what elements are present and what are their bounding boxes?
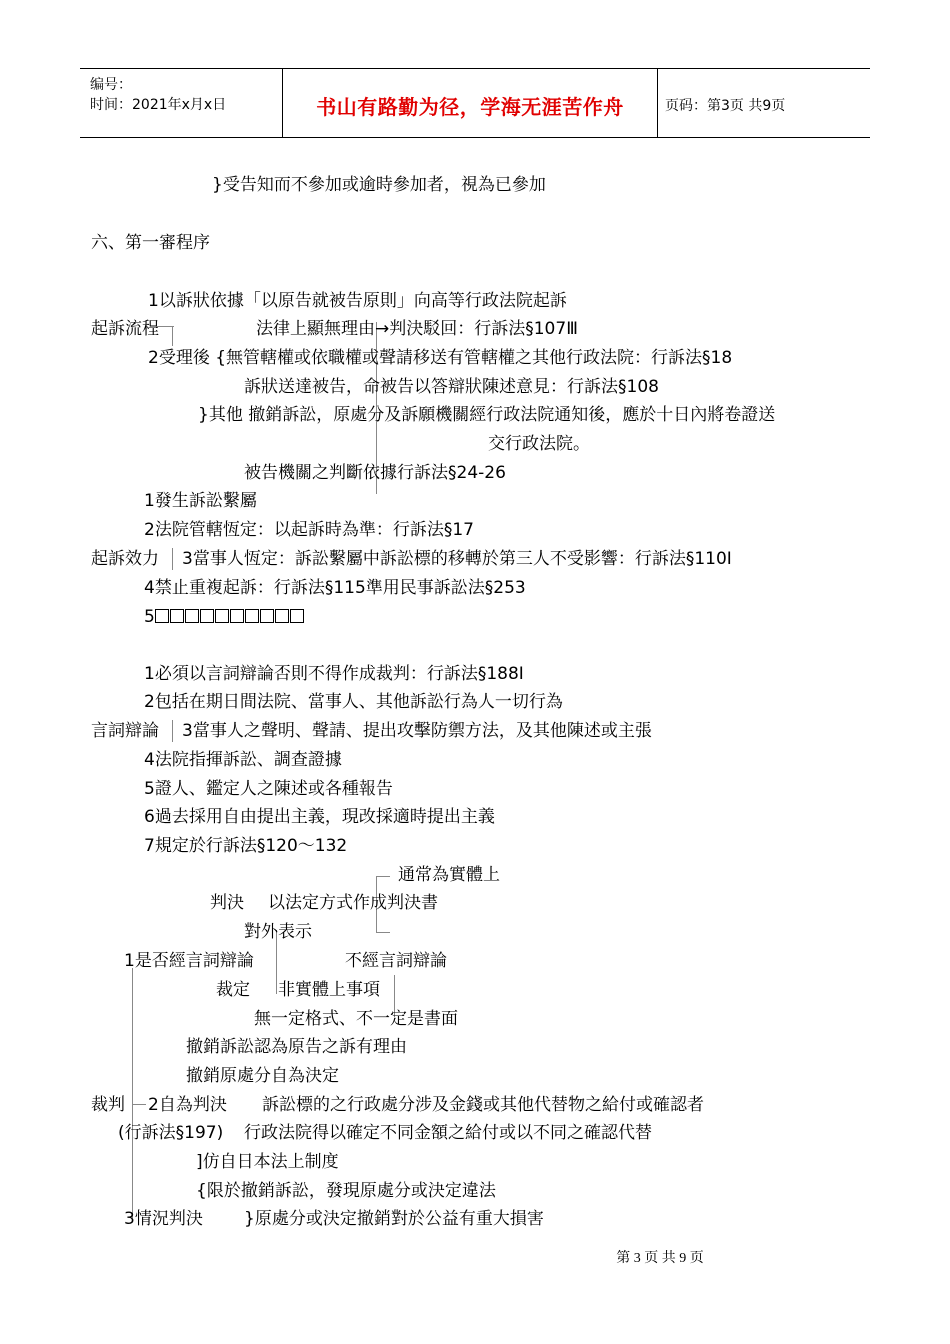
label-oral-argument: 言詞辯論: [91, 721, 159, 741]
line-effect-5: [144, 606, 305, 628]
line-monetary-claims: 訴訟標的之行政處分涉及金錢或其他代替物之給付或確認者: [262, 1095, 704, 1115]
line-limited-to-revocation: {限於撤銷訴訟，發現原處分或決定違法: [196, 1181, 496, 1201]
line-public-interest: }原處分或決定撤銷對於公益有重大損害: [244, 1209, 544, 1229]
line-filing-2: 2受理後 {無管轄權或依職權或聲請移送有管轄權之其他行政法院：行訴法§18: [148, 348, 733, 368]
line-judgment-substantive: 通常為實體上: [398, 865, 500, 885]
page-header: [80, 68, 870, 138]
line-effect-2: 2法院管轄恆定：以起訴時為準：行訴法§17: [144, 520, 474, 540]
line-filing-service: 訴狀送達被告，命被告以答辯狀陳述意見：行訴法§108: [244, 377, 659, 397]
label-filing-effect: 起訴效力: [91, 549, 159, 569]
label-adjudication: 裁判: [91, 1095, 125, 1115]
label-filing-process: 起訴流程: [91, 319, 159, 339]
connector-line: [132, 1104, 146, 1105]
line-court-substitute: 行政法院得以確定不同金額之給付或以不同之確認代替: [244, 1123, 652, 1143]
line-filing-1: 1以訴狀依據「以原告就被告原則」向高等行政法院起訴: [148, 291, 567, 311]
section-heading-first-instance: 六、第一審程序: [91, 233, 210, 253]
line-filing-other: }其他 撤銷訴訟，原處分及訴願機關經行政法院通知後，應於十日內將卷證送: [198, 405, 776, 425]
line-oral-6: 6過去採用自由提出主義，現改採適時提出主義: [144, 807, 495, 827]
line-oral-1: 1必須以言詞辯論否則不得作成裁判：行訴法§188Ⅰ: [144, 664, 524, 684]
line-effect-5-number: 5: [144, 607, 155, 627]
line-oral-7: 7規定於行訴法§120～132: [144, 836, 348, 856]
header-page-label: 页码：第3页 共9页: [665, 98, 786, 114]
line-judgment-form: 以法定方式作成判決書: [268, 893, 438, 913]
line-japanese-origin: ]仿自日本法上制度: [196, 1152, 339, 1172]
line-filing-dismissal: 法律上顯無理由→判決駁回：行訴法§107Ⅲ: [256, 319, 578, 339]
line-oral-3: 3當事人之聲明、聲請、提出攻擊防禦方法，及其他陳述或主張: [182, 721, 652, 741]
line-effect-3: 3當事人恆定：訴訟繫屬中訴訟標的移轉於第三人不受影響：行訴法§110Ⅰ: [182, 549, 732, 569]
line-filing-basis: 被告機關之判斷依據行訴法§24-26: [244, 463, 506, 483]
header-motto: 书山有路勤为径，学海无涯苦作舟: [316, 95, 624, 119]
missing-glyph-boxes: [155, 607, 305, 627]
page-footer: 第 3 页 共 9 页: [616, 1251, 704, 1266]
line-consent-note: }受告知而不參加或逾時參加者，視為已參加: [212, 175, 546, 195]
line-effect-4: 4禁止重複起訴：行訴法§115準用民事訴訟法§253: [144, 578, 526, 598]
label-article-197: (行訴法§197): [118, 1123, 224, 1143]
line-judgment-external: 對外表示: [244, 922, 312, 942]
connector-line: [376, 932, 390, 933]
line-ruling-2: 2自為判決: [148, 1095, 227, 1115]
serial-label: 编号：: [90, 77, 132, 93]
header-left-cell: [80, 69, 282, 137]
line-oral-5: 5證人、鑑定人之陳述或各種報告: [144, 779, 393, 799]
line-oral-2: 2包括在期日間法院、當事人、其他訴訟行為人一切行為: [144, 692, 563, 712]
line-revoke-well-founded: 撤銷訴訟認為原告之訴有理由: [186, 1037, 407, 1057]
connector-line: [172, 326, 173, 346]
line-filing-other-cont: 交行政法院。: [488, 434, 590, 454]
line-revoke-own-decision: 撤銷原處分自為決定: [186, 1066, 339, 1086]
line-no-fixed-format: 無一定格式、不一定是書面: [254, 1009, 458, 1029]
line-ruling-3: 3情況判決: [124, 1209, 203, 1229]
label-decision: 裁定: [216, 980, 250, 1000]
connector-line: [172, 720, 173, 742]
time-label: 时间：2021年x月x日: [90, 97, 227, 113]
connector-line: [132, 968, 133, 1218]
line-non-substantive: 非實體上事項: [278, 980, 380, 1000]
line-ruling-1: 1是否經言詞辯論: [124, 951, 254, 971]
label-judgment: 判決: [210, 893, 244, 913]
line-no-oral-argument: 不經言詞辯論: [345, 951, 447, 971]
connector-line: [376, 876, 390, 877]
line-oral-4: 4法院指揮訴訟、調查證據: [144, 750, 342, 770]
line-effect-1: 1發生訴訟繫屬: [144, 491, 257, 511]
header-motto-cell: [282, 69, 658, 137]
connector-line: [172, 548, 173, 570]
